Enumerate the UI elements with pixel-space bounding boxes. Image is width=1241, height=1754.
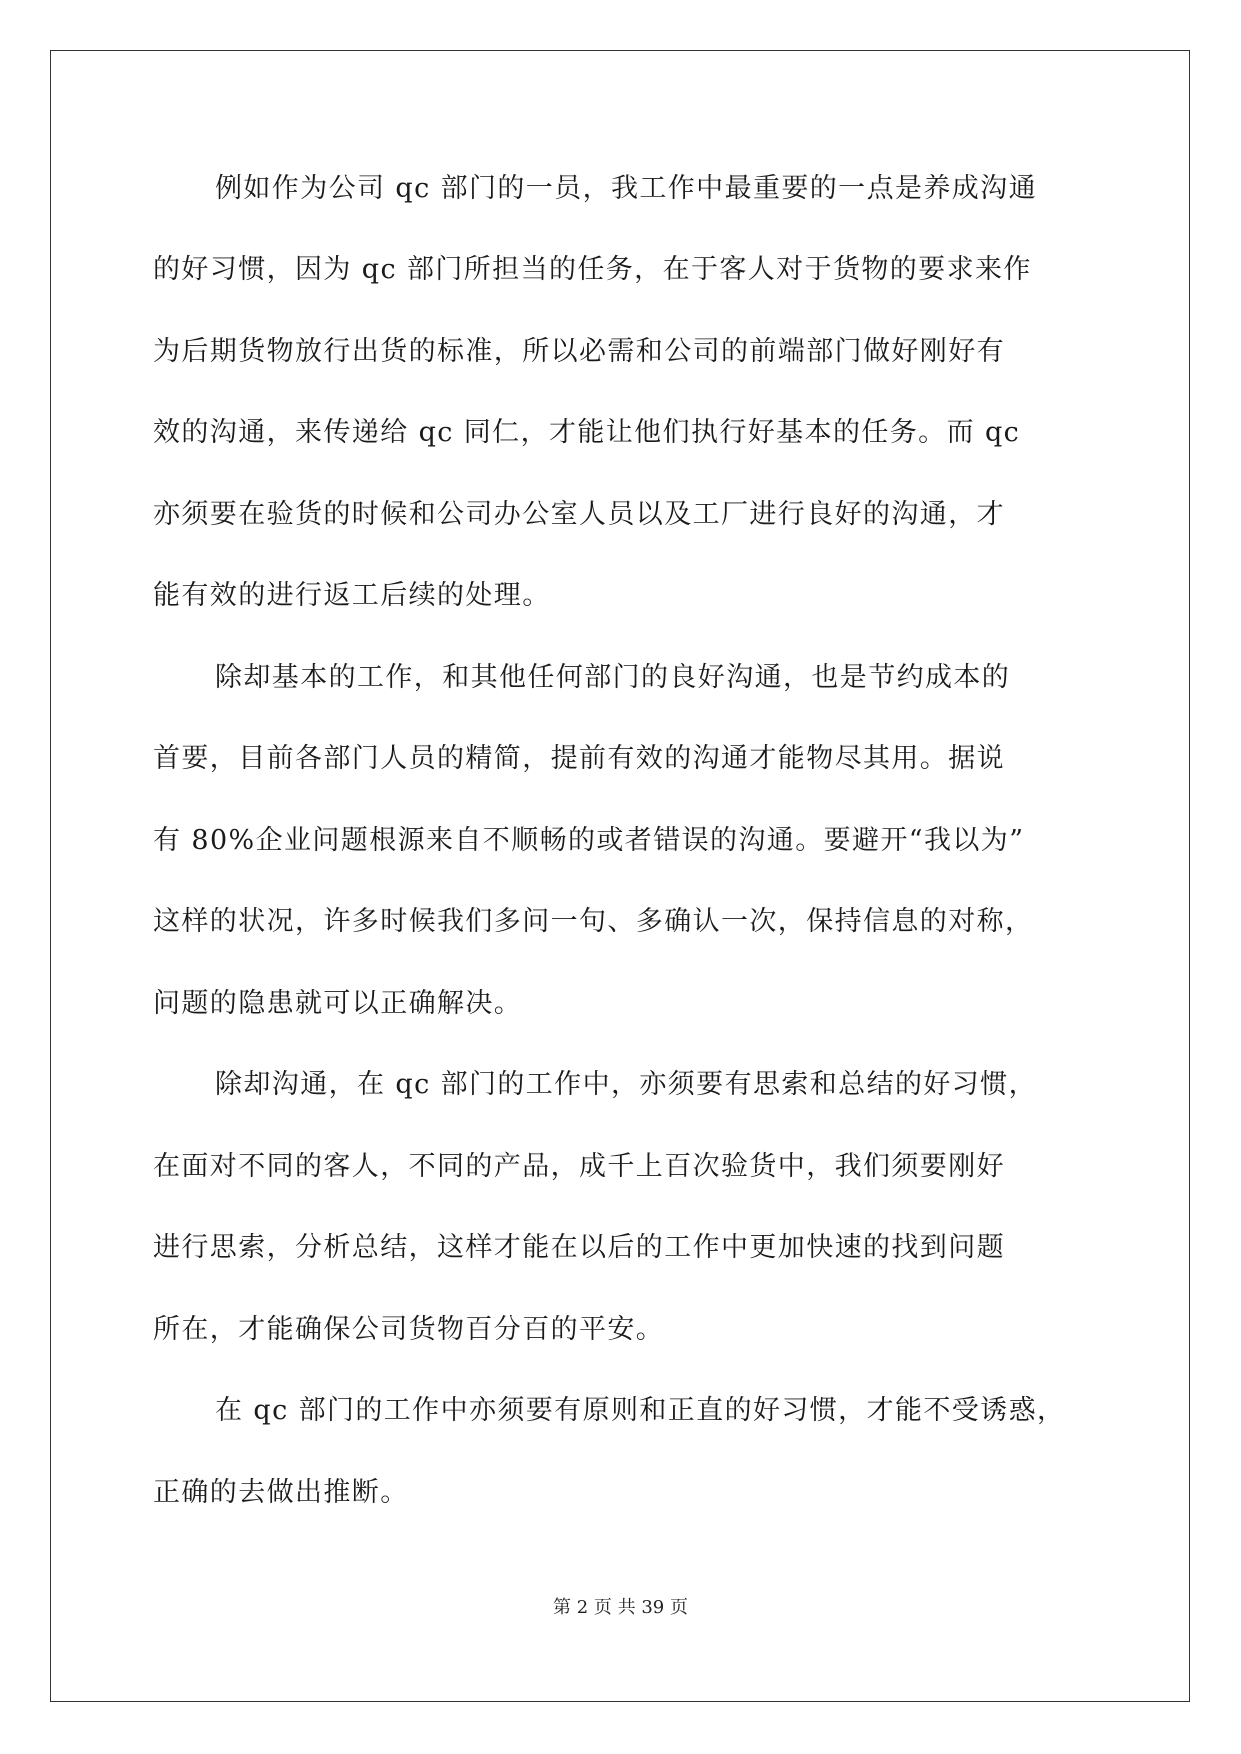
- paragraph-4-line-2: 正确的去做出推断。: [153, 1477, 409, 1508]
- paragraph-4-line-1: 在 qc 部门的工作中亦须要有原则和正直的好习惯，才能不受诱惑，: [215, 1395, 1066, 1426]
- paragraph-1-line-3: 为后期货物放行出货的标准，所以必需和公司的前端部门做好刚好有: [153, 336, 1005, 367]
- paragraph-2-line-2: 首要，目前各部门人员的精简，提前有效的沟通才能物尽其用。据说: [153, 743, 1005, 774]
- page-frame: [50, 50, 1190, 1702]
- paragraph-2-line-4: 这样的状况，许多时候我们多问一句、多确认一次，保持信息的对称，: [153, 906, 1034, 937]
- paragraph-3-line-3: 进行思索，分析总结，这样才能在以后的工作中更加快速的找到问题: [153, 1232, 1005, 1263]
- paragraph-3-line-1: 除却沟通，在 qc 部门的工作中，亦须要有思索和总结的好习惯，: [215, 1069, 1037, 1100]
- paragraph-1-line-6: 能有效的进行返工后续的处理。: [153, 580, 551, 611]
- paragraph-1-line-1: 例如作为公司 qc 部门的一员，我工作中最重要的一点是养成沟通: [215, 173, 1037, 204]
- paragraph-3-line-2: 在面对不同的客人，不同的产品，成千上百次验货中，我们须要刚好: [153, 1151, 1005, 1182]
- paragraph-3-line-4: 所在，才能确保公司货物百分百的平安。: [153, 1314, 665, 1345]
- paragraph-1-line-5: 亦须要在验货的时候和公司办公室人员以及工厂进行良好的沟通，才: [153, 499, 1005, 530]
- paragraph-1-line-2: 的好习惯，因为 qc 部门所担当的任务，在于客人对于货物的要求来作: [153, 254, 1032, 285]
- paragraph-2-line-5: 问题的隐患就可以正确解决。: [153, 988, 523, 1019]
- page-number-footer: 第 2 页 共 39 页: [553, 1597, 688, 1618]
- paragraph-1-line-4: 效的沟通，来传递给 qc 同仁，才能让他们执行好基本的任务。而 qc: [153, 417, 1021, 448]
- paragraph-2-line-1: 除却基本的工作，和其他任何部门的良好沟通，也是节约成本的: [215, 662, 1011, 693]
- paragraph-2-line-3: 有 80%企业问题根源来自不顺畅的或者错误的沟通。要避开“我以为”: [153, 825, 1025, 856]
